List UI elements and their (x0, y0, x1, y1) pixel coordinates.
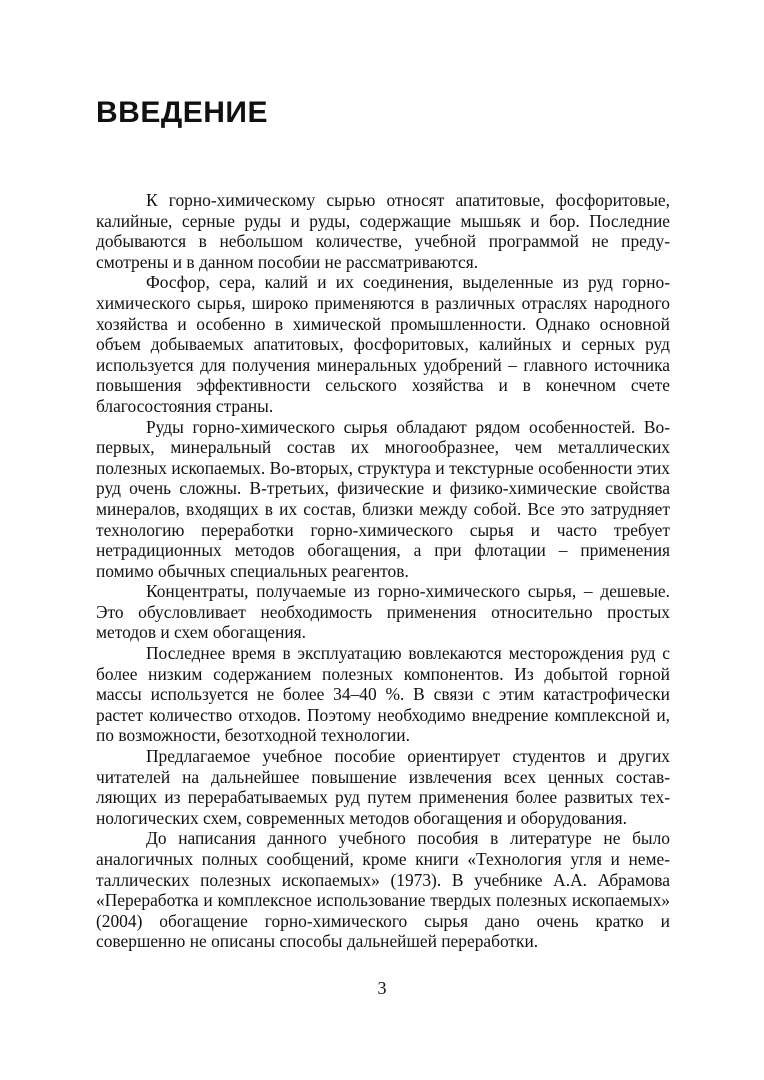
page-number: 3 (377, 978, 387, 998)
body-text (96, 190, 670, 952)
paragraph: К горно-химическому сырью относят апатитовые, фосфоритовые, калийные, серные руды и руды, содержащие мышьяк и бор. Последние добываются в небольшом количестве, учебной программой не предусмотрены и в данном пособии не рассматриваются. (96, 190, 670, 272)
paragraph: До написания данного учебного пособия в литературе не было аналогичных полных сообщений, кроме книги «Технология угля и неметаллических полезных ископаемых» (1973). В учебнике А.А. Абрамова «Переработка и комплексное использование твердых полезных ископаемых» (2004) обогащение горно-химического сырья дано очень кратко и совершенно не описаны способы дальнейшей переработки. (96, 828, 670, 952)
paragraph: Руды горно-химического сырья обладают рядом особенностей. Во-первых, минеральный состав их многообразнее, чем металлических полезных ископаемых. Во-вторых, структура и текстурные особенности этих руд очень сложны. В-третьих, физические и физико-химические свойства минералов, входящих в их состав, близки между собой. Все это затрудняет технологию переработки горно-химического сырья и часто требует нетрадиционных методов обогащения, а при флотации – применения помимо обычных специальных реагентов. (96, 416, 670, 581)
paragraph: Последнее время в эксплуатацию вовлекаются месторождения руд с более низким содержанием полезных компонентов. Из добытой горной массы используется не более 34–40 %. В связи с этим катастрофически растет количество отходов. Поэтому необходимо внедрение комплексной и, по возможности, безотходной технологии. (96, 643, 670, 746)
paragraph: Предлагаемое учебное пособие ориентирует студентов и других читателей на дальнейшее повышение извлечения всех ценных составляющих из перерабатываемых руд путем применения более развитых технологических схем, современных методов обогащения и оборудования. (96, 746, 670, 828)
section-heading: ВВЕДЕНИЕ (96, 96, 268, 129)
paragraph: Фосфор, сера, калий и их соединения, выделенные из руд горнохимического сырья, широко применяются в различных отраслях народного хозяйства и особенно в химической промышленности. Однако основной объем добываемых апатитовых, фосфоритовых, калийных и серных руд используется для получения минеральных удобрений – главного источника повышения эффективности сельского хозяйства и в конечном счете благосостояния страны. (96, 272, 670, 416)
paragraph: Концентраты, получаемые из горно-химического сырья, – дешевые. Это обусловливает необходимость применения относительно простых методов и схем обогащения. (96, 581, 670, 643)
